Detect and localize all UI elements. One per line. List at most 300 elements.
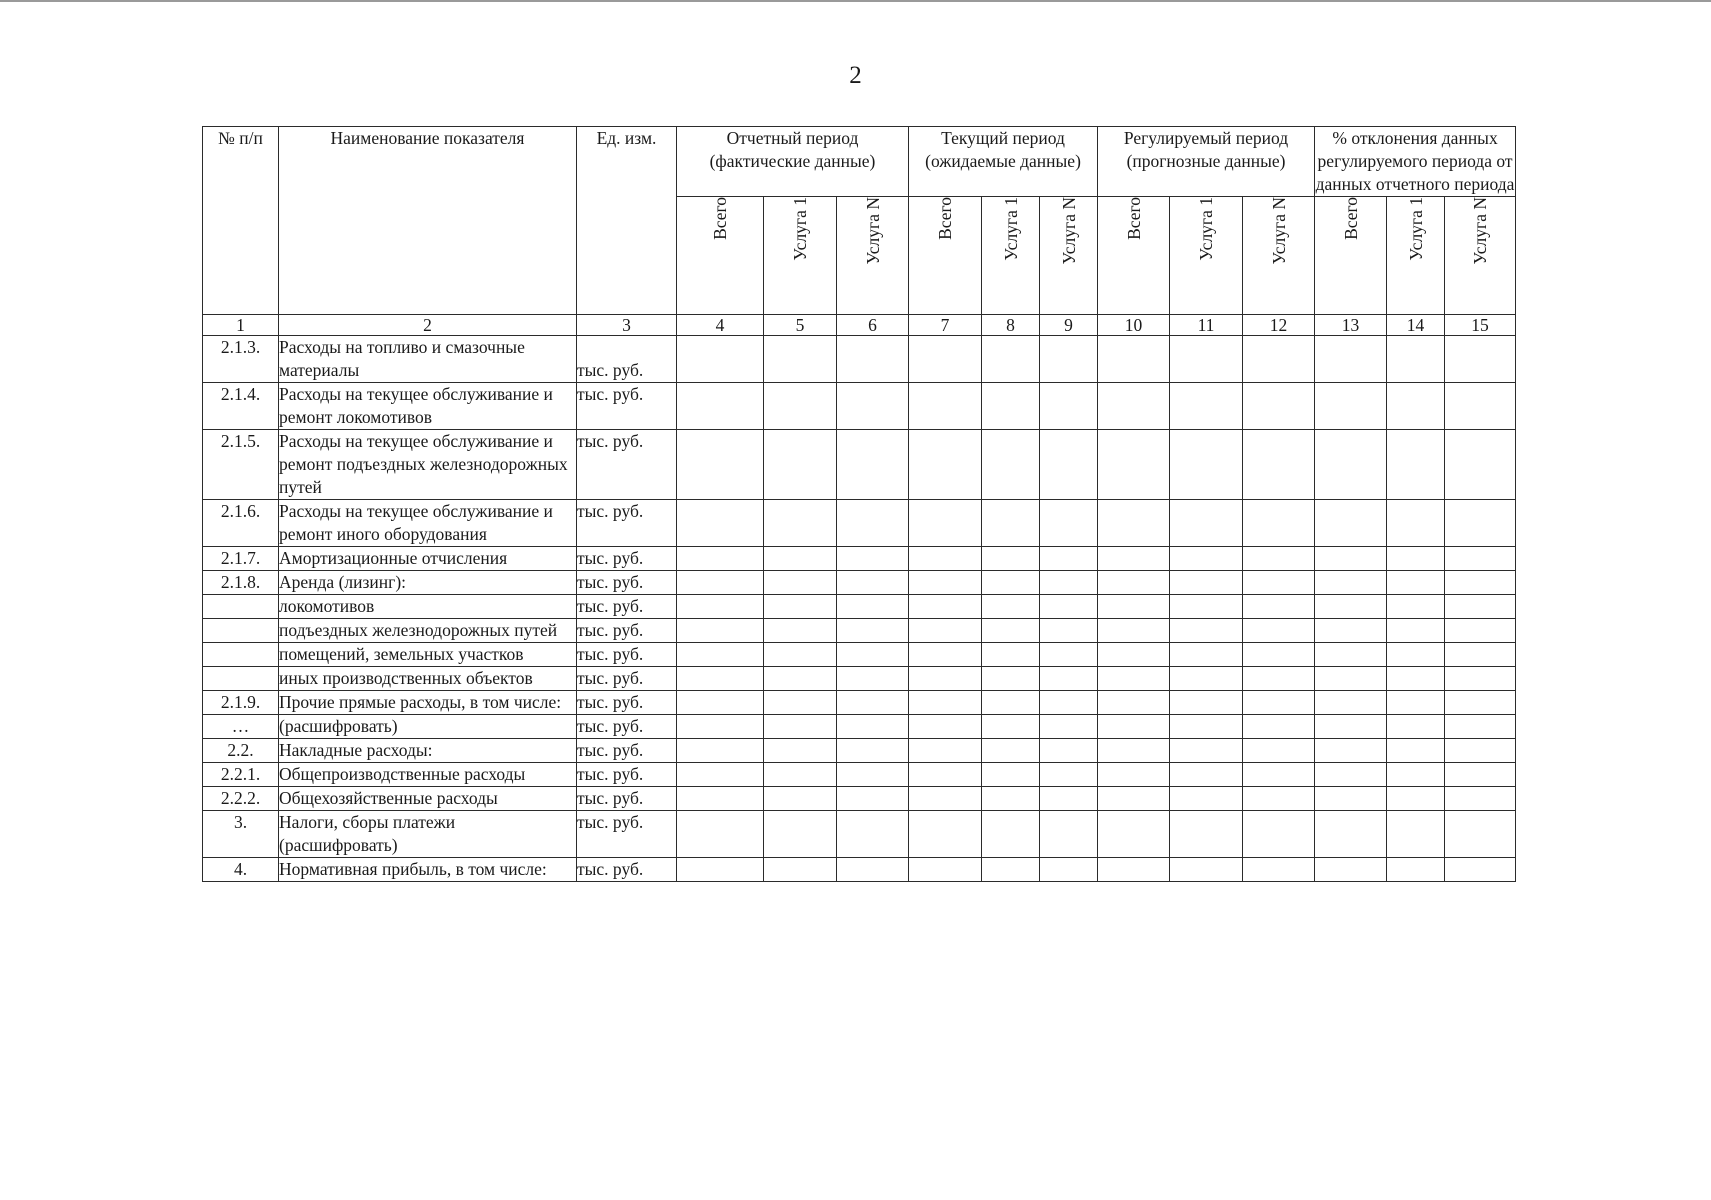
value-cell: [909, 763, 982, 787]
subheader-service-1: Услуга 1: [1387, 197, 1445, 315]
subheader-total: Всего: [677, 197, 764, 315]
value-cell: [764, 595, 837, 619]
value-cell: [1098, 667, 1170, 691]
value-cell: [1243, 383, 1315, 430]
header-row-groups: [203, 127, 1516, 197]
value-cell: [1040, 691, 1098, 715]
unit-cell: тыс. руб.: [577, 787, 677, 811]
value-cell: [677, 643, 764, 667]
unit-cell: тыс. руб.: [577, 763, 677, 787]
value-cell: [982, 858, 1040, 882]
value-cell: [1170, 763, 1243, 787]
subheader-service-n: Услуга N: [1445, 197, 1516, 315]
value-cell: [1243, 739, 1315, 763]
value-cell: [1445, 430, 1516, 500]
table-row: [203, 715, 1516, 739]
value-cell: [1170, 715, 1243, 739]
value-cell: [764, 858, 837, 882]
value-cell: [1445, 571, 1516, 595]
table-row: [203, 763, 1516, 787]
value-cell: [837, 619, 909, 643]
indicator-name: помещений, земельных участков: [279, 643, 577, 667]
value-cell: [1170, 547, 1243, 571]
value-cell: [1387, 336, 1445, 383]
column-number: 9: [1040, 315, 1098, 336]
indicator-name: Прочие прямые расходы, в том числе:: [279, 691, 577, 715]
value-cell: [1170, 691, 1243, 715]
value-cell: [1243, 619, 1315, 643]
value-cell: [1098, 571, 1170, 595]
value-cell: [1243, 595, 1315, 619]
value-cell: [1387, 739, 1445, 763]
value-cell: [677, 500, 764, 547]
subheader-service-1: Услуга 1: [982, 197, 1040, 315]
value-cell: [1170, 787, 1243, 811]
row-number: 2.1.6.: [203, 500, 279, 547]
value-cell: [1315, 595, 1387, 619]
unit-cell: тыс. руб.: [577, 811, 677, 858]
value-cell: [1170, 619, 1243, 643]
value-cell: [1098, 739, 1170, 763]
value-cell: [1315, 739, 1387, 763]
table-row: [203, 691, 1516, 715]
value-cell: [1040, 811, 1098, 858]
column-number: 13: [1315, 315, 1387, 336]
value-cell: [1445, 739, 1516, 763]
value-cell: [1040, 500, 1098, 547]
value-cell: [837, 691, 909, 715]
unit-cell: тыс. руб.: [577, 667, 677, 691]
column-number: 5: [764, 315, 837, 336]
column-numbers-row: [203, 315, 1516, 336]
value-cell: [764, 383, 837, 430]
value-cell: [677, 787, 764, 811]
indicator-name: Расходы на текущее обслуживание и ремонт иного оборудования: [279, 500, 577, 547]
indicator-name: Накладные расходы:: [279, 739, 577, 763]
value-cell: [837, 858, 909, 882]
value-cell: [909, 739, 982, 763]
value-cell: [1098, 715, 1170, 739]
value-cell: [1040, 787, 1098, 811]
row-number: [203, 667, 279, 691]
value-cell: [1243, 430, 1315, 500]
row-number: 2.1.7.: [203, 547, 279, 571]
value-cell: [982, 430, 1040, 500]
subheader-total: Всего: [1315, 197, 1387, 315]
column-number: 15: [1445, 315, 1516, 336]
value-cell: [1315, 500, 1387, 547]
value-cell: [764, 667, 837, 691]
value-cell: [1445, 619, 1516, 643]
value-cell: [764, 500, 837, 547]
value-cell: [1098, 595, 1170, 619]
value-cell: [1387, 430, 1445, 500]
value-cell: [1445, 500, 1516, 547]
value-cell: [677, 430, 764, 500]
value-cell: [1387, 547, 1445, 571]
value-cell: [1243, 691, 1315, 715]
value-cell: [677, 763, 764, 787]
value-cell: [909, 619, 982, 643]
header-group-deviation-percent: % отклонения данных регулируемого периода от данных отчетного периода: [1315, 127, 1516, 197]
value-cell: [1098, 787, 1170, 811]
value-cell: [837, 430, 909, 500]
indicator-name: локомотивов: [279, 595, 577, 619]
value-cell: [909, 383, 982, 430]
header-col-num: № п/п: [203, 127, 279, 315]
subheader-service-n: Услуга N: [1243, 197, 1315, 315]
value-cell: [1243, 858, 1315, 882]
value-cell: [1445, 336, 1516, 383]
indicator-name: (расшифровать): [279, 715, 577, 739]
value-cell: [677, 691, 764, 715]
value-cell: [1387, 858, 1445, 882]
value-cell: [764, 763, 837, 787]
unit-cell: тыс. руб.: [577, 739, 677, 763]
unit-cell: тыс. руб.: [577, 715, 677, 739]
value-cell: [1315, 787, 1387, 811]
value-cell: [1243, 336, 1315, 383]
value-cell: [1445, 858, 1516, 882]
value-cell: [1040, 595, 1098, 619]
value-cell: [764, 811, 837, 858]
value-cell: [764, 739, 837, 763]
table-row: [203, 595, 1516, 619]
unit-cell: тыс. руб.: [577, 547, 677, 571]
column-number: 8: [982, 315, 1040, 336]
value-cell: [764, 571, 837, 595]
value-cell: [909, 500, 982, 547]
unit-cell: тыс. руб.: [577, 383, 677, 430]
value-cell: [1170, 595, 1243, 619]
unit-cell: тыс. руб.: [577, 336, 677, 383]
value-cell: [1040, 739, 1098, 763]
unit-cell: тыс. руб.: [577, 643, 677, 667]
value-cell: [1445, 691, 1516, 715]
column-number: 6: [837, 315, 909, 336]
value-cell: [1098, 619, 1170, 643]
value-cell: [837, 336, 909, 383]
table-row: [203, 811, 1516, 858]
value-cell: [1040, 383, 1098, 430]
value-cell: [1445, 763, 1516, 787]
row-number: 2.1.5.: [203, 430, 279, 500]
value-cell: [1170, 739, 1243, 763]
value-cell: [1243, 547, 1315, 571]
value-cell: [764, 619, 837, 643]
value-cell: [1170, 383, 1243, 430]
value-cell: [1445, 715, 1516, 739]
value-cell: [1040, 619, 1098, 643]
value-cell: [982, 571, 1040, 595]
value-cell: [837, 787, 909, 811]
row-number: [203, 643, 279, 667]
value-cell: [677, 547, 764, 571]
value-cell: [1445, 787, 1516, 811]
row-number: 3.: [203, 811, 279, 858]
value-cell: [1315, 691, 1387, 715]
row-number: 2.1.9.: [203, 691, 279, 715]
table-row: [203, 643, 1516, 667]
value-cell: [677, 336, 764, 383]
value-cell: [1315, 383, 1387, 430]
value-cell: [1040, 858, 1098, 882]
value-cell: [1170, 500, 1243, 547]
value-cell: [1040, 763, 1098, 787]
value-cell: [909, 595, 982, 619]
value-cell: [837, 763, 909, 787]
table-row: [203, 336, 1516, 383]
value-cell: [1315, 571, 1387, 595]
value-cell: [1040, 547, 1098, 571]
value-cell: [1243, 571, 1315, 595]
value-cell: [1170, 667, 1243, 691]
value-cell: [982, 667, 1040, 691]
value-cell: [1387, 383, 1445, 430]
value-cell: [1445, 811, 1516, 858]
table-row: [203, 383, 1516, 430]
value-cell: [1315, 667, 1387, 691]
table-row: [203, 787, 1516, 811]
subheader-service-1: Услуга 1: [1170, 197, 1243, 315]
table-row: [203, 500, 1516, 547]
value-cell: [837, 715, 909, 739]
value-cell: [1098, 858, 1170, 882]
value-cell: [764, 336, 837, 383]
value-cell: [982, 715, 1040, 739]
value-cell: [1315, 763, 1387, 787]
value-cell: [1445, 383, 1516, 430]
value-cell: [1098, 500, 1170, 547]
table-row: [203, 547, 1516, 571]
indicator-name: иных производственных объектов: [279, 667, 577, 691]
value-cell: [677, 383, 764, 430]
value-cell: [1445, 643, 1516, 667]
value-cell: [677, 595, 764, 619]
value-cell: [1098, 763, 1170, 787]
table-row: [203, 667, 1516, 691]
column-number: 3: [577, 315, 677, 336]
value-cell: [677, 619, 764, 643]
page-top-rule: [0, 0, 1711, 2]
indicator-name: Общехозяйственные расходы: [279, 787, 577, 811]
value-cell: [1040, 643, 1098, 667]
value-cell: [1170, 858, 1243, 882]
unit-cell: тыс. руб.: [577, 858, 677, 882]
value-cell: [982, 336, 1040, 383]
subheader-service-n: Услуга N: [1040, 197, 1098, 315]
value-cell: [1315, 430, 1387, 500]
value-cell: [1040, 430, 1098, 500]
table-row: [203, 858, 1516, 882]
unit-cell: тыс. руб.: [577, 595, 677, 619]
value-cell: [764, 643, 837, 667]
row-number: 2.2.: [203, 739, 279, 763]
value-cell: [1098, 811, 1170, 858]
value-cell: [1315, 811, 1387, 858]
column-number: 1: [203, 315, 279, 336]
value-cell: [1040, 715, 1098, 739]
value-cell: [1315, 619, 1387, 643]
subheader-total: Всего: [1098, 197, 1170, 315]
row-number: 4.: [203, 858, 279, 882]
value-cell: [1170, 811, 1243, 858]
row-number: 2.1.3.: [203, 336, 279, 383]
value-cell: [677, 571, 764, 595]
value-cell: [1040, 667, 1098, 691]
column-number: 12: [1243, 315, 1315, 336]
header-col-name: Наименование показателя: [279, 127, 577, 315]
indicator-name: Аренда (лизинг):: [279, 571, 577, 595]
value-cell: [1170, 430, 1243, 500]
value-cell: [837, 500, 909, 547]
indicator-name: подъездных железнодорожных путей: [279, 619, 577, 643]
value-cell: [982, 739, 1040, 763]
value-cell: [1243, 643, 1315, 667]
value-cell: [1098, 643, 1170, 667]
value-cell: [982, 383, 1040, 430]
value-cell: [909, 858, 982, 882]
value-cell: [1243, 787, 1315, 811]
value-cell: [1315, 547, 1387, 571]
value-cell: [764, 715, 837, 739]
value-cell: [1387, 643, 1445, 667]
value-cell: [982, 619, 1040, 643]
value-cell: [982, 547, 1040, 571]
unit-cell: тыс. руб.: [577, 619, 677, 643]
value-cell: [677, 667, 764, 691]
value-cell: [1315, 643, 1387, 667]
subheader-service-1: Услуга 1: [764, 197, 837, 315]
value-cell: [837, 595, 909, 619]
value-cell: [1387, 715, 1445, 739]
column-number: 2: [279, 315, 577, 336]
subheader-service-n: Услуга N: [837, 197, 909, 315]
value-cell: [909, 430, 982, 500]
header-col-unit: Ед. изм.: [577, 127, 677, 315]
row-number: [203, 595, 279, 619]
value-cell: [909, 691, 982, 715]
value-cell: [909, 336, 982, 383]
header-group-regulated-period: Регулируемый период (прогнозные данные): [1098, 127, 1315, 197]
indicator-name: Расходы на текущее обслуживание и ремонт локомотивов: [279, 383, 577, 430]
indicators-table: [202, 126, 1516, 882]
value-cell: [909, 643, 982, 667]
value-cell: [837, 739, 909, 763]
value-cell: [1445, 547, 1516, 571]
row-number: 2.2.2.: [203, 787, 279, 811]
value-cell: [1098, 691, 1170, 715]
value-cell: [1387, 619, 1445, 643]
value-cell: [909, 811, 982, 858]
value-cell: [1243, 763, 1315, 787]
value-cell: [677, 715, 764, 739]
table-row: [203, 430, 1516, 500]
header-group-reporting-period: Отчетный период (фактические данные): [677, 127, 909, 197]
indicator-name: Расходы на текущее обслуживание и ремонт подъездных железнодорожных путей: [279, 430, 577, 500]
value-cell: [1098, 383, 1170, 430]
value-cell: [764, 691, 837, 715]
value-cell: [837, 643, 909, 667]
unit-cell: тыс. руб.: [577, 430, 677, 500]
value-cell: [982, 691, 1040, 715]
value-cell: [1387, 595, 1445, 619]
value-cell: [764, 547, 837, 571]
value-cell: [982, 500, 1040, 547]
value-cell: [1170, 643, 1243, 667]
value-cell: [1098, 547, 1170, 571]
value-cell: [909, 547, 982, 571]
value-cell: [1170, 571, 1243, 595]
value-cell: [982, 763, 1040, 787]
value-cell: [1445, 595, 1516, 619]
column-number: 7: [909, 315, 982, 336]
value-cell: [837, 571, 909, 595]
subheader-total: Всего: [909, 197, 982, 315]
unit-cell: тыс. руб.: [577, 571, 677, 595]
value-cell: [982, 811, 1040, 858]
value-cell: [1315, 858, 1387, 882]
value-cell: [1445, 667, 1516, 691]
indicator-name: Нормативная прибыль, в том числе:: [279, 858, 577, 882]
value-cell: [982, 595, 1040, 619]
table-row: [203, 619, 1516, 643]
indicator-name: Общепроизводственные расходы: [279, 763, 577, 787]
header-group-current-period: Текущий период (ожидаемые данные): [909, 127, 1098, 197]
value-cell: [764, 430, 837, 500]
value-cell: [1315, 715, 1387, 739]
value-cell: [909, 715, 982, 739]
value-cell: [1243, 715, 1315, 739]
value-cell: [1098, 430, 1170, 500]
value-cell: [1387, 763, 1445, 787]
value-cell: [1098, 336, 1170, 383]
indicator-name: Амортизационные отчисления: [279, 547, 577, 571]
value-cell: [1387, 787, 1445, 811]
value-cell: [909, 667, 982, 691]
column-number: 4: [677, 315, 764, 336]
row-number: 2.2.1.: [203, 763, 279, 787]
value-cell: [1315, 336, 1387, 383]
value-cell: [982, 643, 1040, 667]
unit-cell: тыс. руб.: [577, 691, 677, 715]
value-cell: [909, 571, 982, 595]
value-cell: [1387, 811, 1445, 858]
value-cell: [677, 811, 764, 858]
column-number: 10: [1098, 315, 1170, 336]
value-cell: [1243, 667, 1315, 691]
value-cell: [1387, 691, 1445, 715]
table-body: [203, 336, 1516, 882]
value-cell: [837, 547, 909, 571]
value-cell: [837, 811, 909, 858]
value-cell: [837, 383, 909, 430]
row-number: 2.1.4.: [203, 383, 279, 430]
row-number: 2.1.8.: [203, 571, 279, 595]
page-number: 2: [849, 62, 862, 89]
value-cell: [677, 739, 764, 763]
value-cell: [1040, 336, 1098, 383]
value-cell: [909, 787, 982, 811]
indicator-name: Налоги, сборы платежи (расшифровать): [279, 811, 577, 858]
row-number: …: [203, 715, 279, 739]
value-cell: [1243, 500, 1315, 547]
value-cell: [982, 787, 1040, 811]
value-cell: [837, 667, 909, 691]
table-row: [203, 571, 1516, 595]
value-cell: [677, 858, 764, 882]
row-number: [203, 619, 279, 643]
